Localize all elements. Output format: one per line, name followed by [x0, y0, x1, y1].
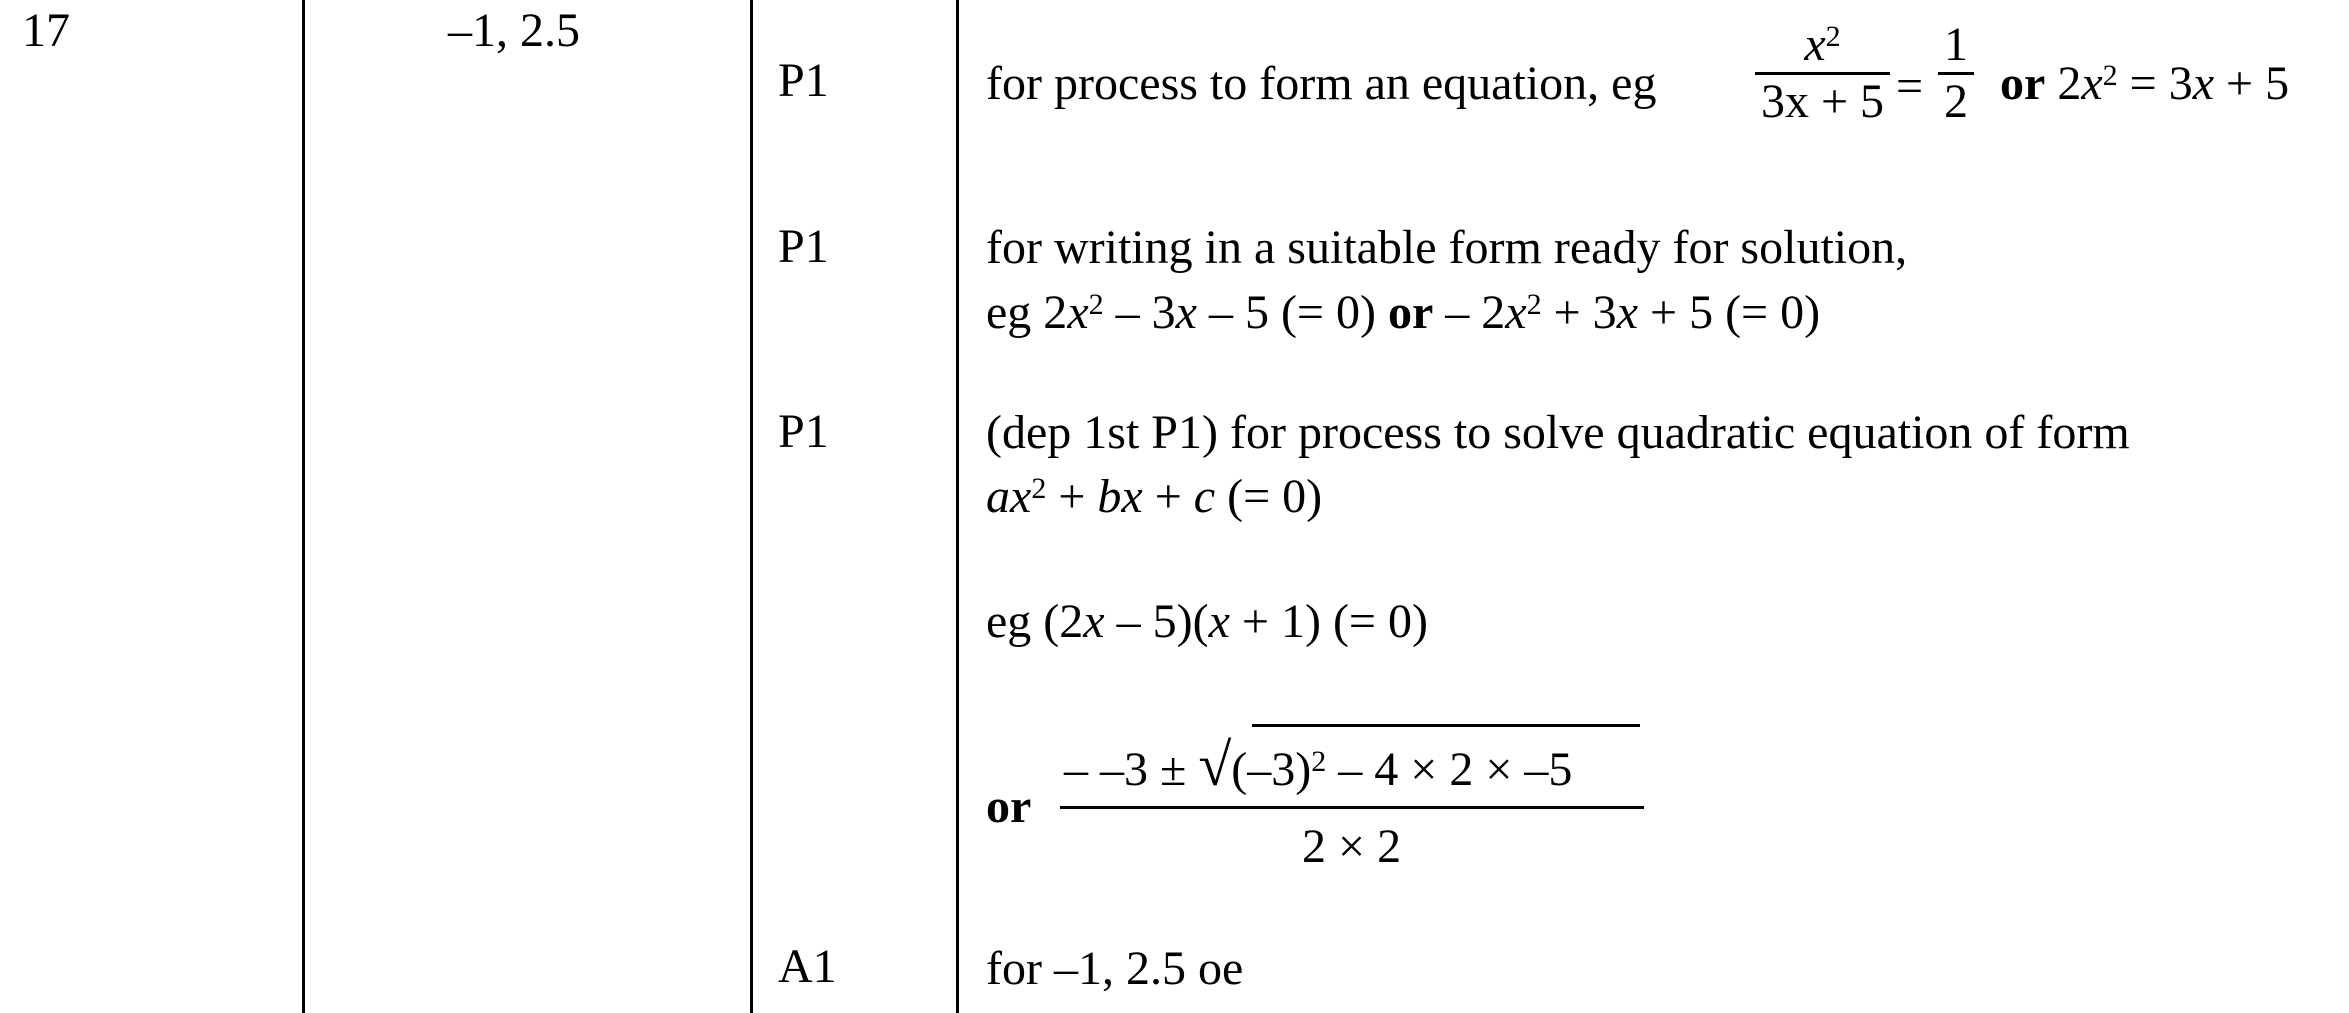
note-5-fraction-bar: [1060, 806, 1644, 809]
note-3-line-2: $ax^2$ + bx + c (= 0): [986, 470, 1323, 523]
note-1-half: [1938, 18, 1974, 129]
note-2-line-1: for writing in a suitable form ready for solution,: [986, 221, 1908, 274]
note-2-line-2: eg $2x^2 - 3x - 5$ (= 0) or – $2x^2 + 3x + 5$ (= 0): [986, 286, 1821, 339]
note-1-half-denominator: 2: [1944, 75, 1968, 128]
note-1-text: for process to form an equation, eg: [986, 57, 1657, 110]
mark-code-1: P1: [778, 54, 829, 107]
note-1-alternative: or $2x^2 = 3x + 5$: [2000, 57, 2290, 110]
note-1-equals: =: [1896, 60, 1924, 113]
note-1-fraction: [1755, 18, 1890, 129]
note-1-fraction-numerator: $x^2$: [1804, 18, 1841, 71]
question-number: 17: [22, 4, 70, 57]
column-divider-3: [956, 0, 959, 1013]
note-5-numerator: – $-3 \pm √(-3)^2 - 4 \times 2 \times -5$: [1064, 732, 1573, 798]
note-1-half-numerator: 1: [1944, 18, 1968, 71]
note-5-denominator: 2 × 2: [1302, 820, 1402, 873]
answer: –1, 2.5: [448, 4, 580, 57]
column-divider-2: [750, 0, 753, 1013]
mark-code-3: P1: [778, 405, 829, 458]
note-1-fraction-denominator: 3x + 5: [1760, 75, 1885, 128]
note-5-or: or: [986, 780, 1032, 833]
column-divider-1: [302, 0, 305, 1013]
note-4-factorised: eg (2x – 5)(x + 1) (= 0): [986, 595, 1428, 648]
sqrt-vinculum: [1252, 724, 1640, 727]
note-6-text: for –1, 2.5 oe: [986, 942, 1244, 995]
mark-code-4: A1: [778, 940, 837, 993]
note-3-line-1: (dep 1st P1) for process to solve quadratic equation of form: [986, 406, 2130, 459]
mark-code-2: P1: [778, 220, 829, 273]
